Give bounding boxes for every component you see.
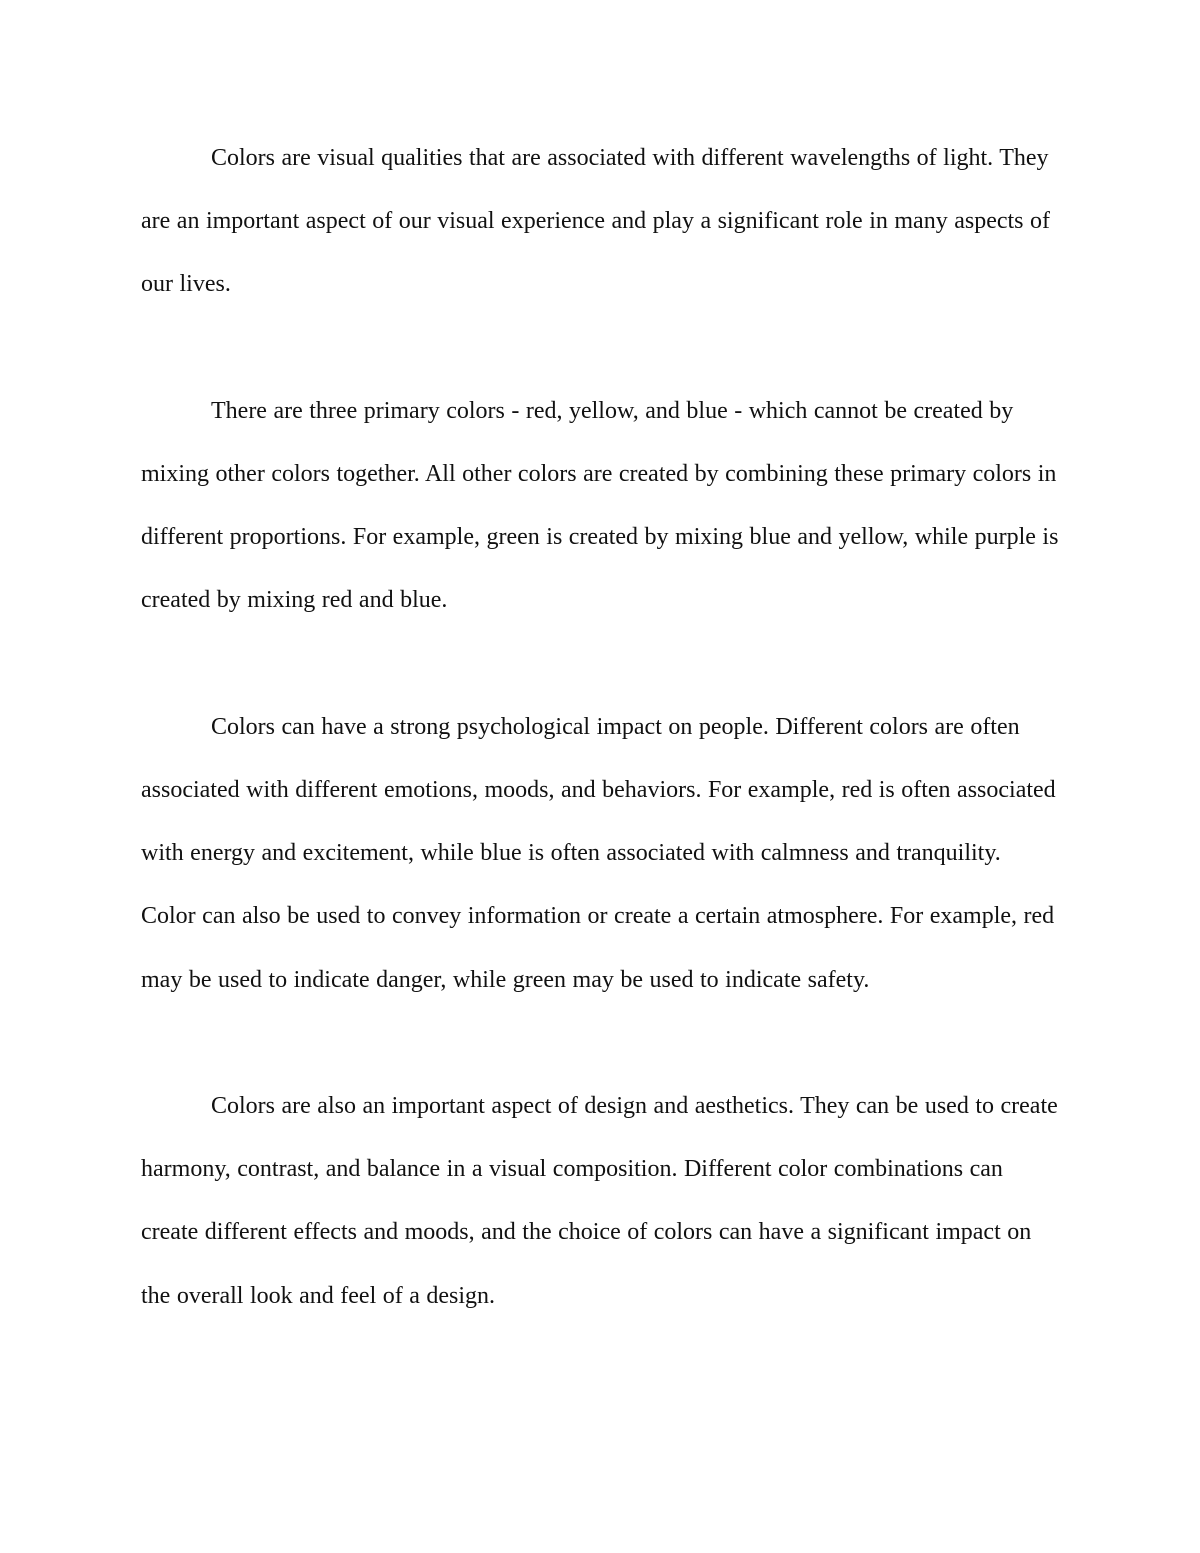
- document-body: [141, 127, 1061, 1391]
- paragraph-intro: Colors are visual qualities that are associated with different wavelengths of light. They are an important aspect of our visual experience and play a significant role in many aspects of our lives.: [141, 145, 1050, 298]
- paragraph-psychology: Colors can have a strong psychological impact on people. Different colors are often associated with different emotions, moods, and behaviors. For example, red is often associated with energy and excitement, while blue is often associated with calmness and tranquility. Color can also be used to convey information or create a certain atmosphere. For example, red may be used to indicate danger, while green may be used to indicate safety.: [141, 713, 1056, 993]
- paragraph-design: Colors are also an important aspect of design and aesthetics. They can be used to create harmony, contrast, and balance in a visual composition. Different color combinations can create different effects and moods, and the choice of colors can have a significant impact on the overall look and feel of a design.: [141, 1093, 1058, 1309]
- paragraph-primary-colors: There are three primary colors - red, yellow, and blue - which cannot be created by mixing other colors together. All other colors are created by combining these primary colors in different proportions. For example, green is created by mixing blue and yellow, while purple is created by mixing red and blue.: [141, 397, 1059, 614]
